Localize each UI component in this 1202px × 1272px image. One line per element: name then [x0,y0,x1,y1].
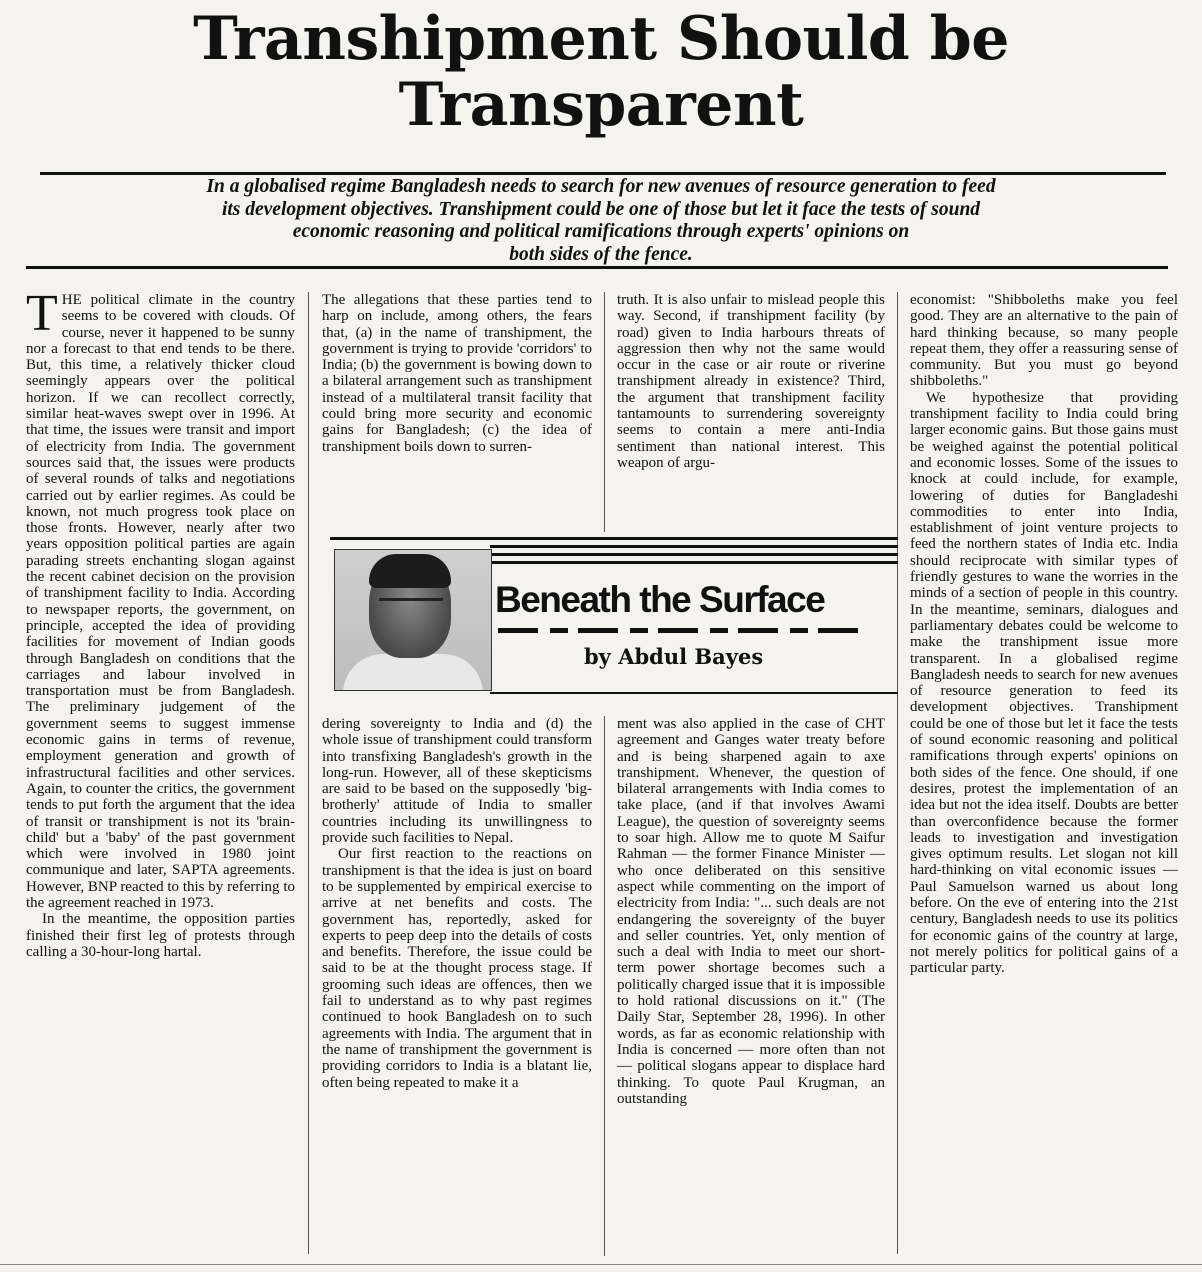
photo-glasses [379,598,443,615]
photo-shirt [343,654,483,691]
article-column-4 [910,292,1178,1254]
author-photo [334,549,492,691]
column-title: Beneath the Surface [495,579,825,620]
paragraph: economist: "Shibboleths make you feel good. They are an alternative to the pain of hard thinking because, so many people repeat them, they offer a reassuring sense of community. But you must go beyond shibboleths." [910,292,1178,390]
box-rule [490,553,898,556]
headline [0,6,1202,138]
column-divider [604,292,605,532]
paragraph: We hypothesize that providing transhipment facility to India could bring larger economic gains. But those gains must be weighed against the potential political and economic losses. Some of the issues to knock at could include, for example, lowering of duties for Bangladeshi commodities to enter into India, establishment of joint venture projects to feed the northern states of India etc. India should reciprocate with similar types of friendly gestures to wane the worries in the minds of a section of people in this country. In the meantime, seminars, dialogues and parliamentary debates could be welcome to make the transhipment issue more transparent. In a globalised regime Bangladesh needs to search for new avenues of resource generation to feed its development objectives. Transhipment could be one of those but let it face the tests of sound economic reasoning and political ramifications through experts' opinions on both sides of the fence. One should, if one desires, protest the implementation of an idea but not the idea itself. Doubts are better than overconfidence because the former leads to investigation and investigation gives optimum results. Let slogan not kill hard-thinking on vital economic issues — Paul Samuelson warned us about long before. On the eve of entering into the 21st century, Bangladesh needs to use its politics for economic gains of the country at large, not merely politics for political gains of a particular party. [910,389,1178,977]
headline-line-2: Transparent [398,70,804,140]
paragraph: In the meantime, the opposition parties finished their first leg of protests through calling a 30-hour-long hartal. [26,911,295,960]
column-divider [897,292,898,1254]
paragraph [26,292,295,911]
drop-cap: T [26,292,58,342]
box-rule [490,561,898,564]
paragraph-text: HE political climate in the country seems to be covered with clouds. Of course, never it happened to be sunny nor a forecast to that end tends to be there. But, this time, a relatively thicker cloud seemingly appears over the political horizon. If we can recollect correctly, similar heat-waves swept over in 1996. At that time, the issues were transit and import of electricity from India. The government sources said that, the issues were products of several rounds of talks and negotiations carried out by earlier regimes. As could be known, not much progress took place on those fronts. However, nearly after two years opposition political parties are again parading streets enchanting slogan against the recent cabinet decision on the provision of transhipment facility to India. According to newspaper reports, the government, on principle, accepted the idea of providing facilities for movement of Indian goods through Bangladesh on conditions that the carriages and labour involved in transportation must be from Bangladesh. The preliminary judgement of the government seems to suggest immense economic gains in terms of revenue, employment generation and growth of infrastructural facilities and other services. Again, to counter the critics, the government tends to put forth the argument that the idea of transit or transhipment is not its 'brain-child' but a 'baby' of the past government which were involved in 1980 joint communique and later, SAPTA agreements. However, BNP reacted to this by referring to the agreement reached in 1973. [26,292,295,911]
standfirst-line-2: its development objectives. Transhipment could be one of those but let it face the tests of sound [221,198,981,220]
article-column-1 [26,292,295,1254]
column-divider [604,716,605,1256]
paragraph: Our first reaction to the reactions on transhipment is that the idea is just on board to be supplemented by empirical exercise to arrive at net benefits and costs. The government has, reportedly, asked for experts to peep deep into the details of costs and benefits. Therefore, the issue could be said to be at the thought process stage. If grooming such ideas are offences, then we fail to understand as to why past regimes continued to hook Bangladesh on to such agreements with India. The argument that in the name of transhipment the government is providing corridors to India is a blatant lie, often being repeated to make it a [322,846,592,1091]
article-column-3-top [617,292,885,532]
standfirst-line-4: both sides of the fence. [509,243,693,265]
headline-line-1: Transhipment Should be [193,4,1009,74]
standfirst [40,176,1162,266]
standfirst-line-1: In a globalised regime Bangladesh needs to search for new avenues of resource generation to feed [206,176,996,197]
paragraph: truth. It is also unfair to mislead people this way. Second, if transhipment facility (by road) given to India harbours threats of aggression then why not the same would occur in the case or air route or riverine transhipment already in existence? Third, the argument that transhipment facility tantamounts to surrendering sovereignty seems to contain a mere anti-India sentiment than national interest. This weapon of argu- [617,292,885,471]
standfirst-bottom-rule [26,266,1168,269]
standfirst-top-rule [40,172,1166,175]
page-bottom-rule [0,1264,1202,1265]
paragraph: The allegations that these parties tend to harp on include, among others, the fears that, (a) in the name of transhipment, the government is trying to provide 'corridors' to India; (b) the government is bowing down to a bilateral arrangement such as transhipment instead of a multilateral transit facility that could bring more security and economic gains for Bangladesh; (c) the idea of transhipment boils down to surren- [322,292,592,455]
byline: by Abdul Bayes [584,644,764,669]
article-column-2-top [322,292,592,532]
paragraph: dering sovereignty to India and (d) the whole issue of transhipment could transform into transfixing Bangladesh's growth in the long-run. However, all of these skepticisms are said to be based on the supposedly 'big-brotherly' attitude of India to smaller countries including its unwillingness to provide such facilities to Nepal. [322,716,592,847]
article-column-3-bottom [617,716,885,1256]
standfirst-line-3: economic reasoning and political ramifications through experts' opinions on [292,221,910,242]
column-divider [308,292,309,1254]
box-rule [490,692,898,694]
article-column-2-bottom [322,716,592,1256]
paragraph: ment was also applied in the case of CHT agreement and Ganges water treaty before and is being sharpened again to axe transhipment. Whenever, the question of bilateral arrangements with India comes to take place, (and if that involves Awami League), the question of sovereignty seems to soar high. Allow me to quote M Saifur Rahman — the former Finance Minister — who once deliberated on this sensitive aspect while commenting on the import of electricity from India: "... such deals are not endangering the sovereignty of the buyer and seller countries. Yet, only mention of such a deal with India to meet our short-term power shortage becomes such a politically charged issue that it is impossible to hold rational discussions on it." (The Daily Star, September 28, 1996). In other words, as far as economic relationship with India is concerned — more often than not — political slogans appear to displace hard thinking. To quote Paul Krugman, an outstanding [617,716,885,1107]
photo-hair [369,554,451,588]
decorative-dash-rule [498,628,866,633]
box-rule [490,545,898,548]
box-rule [330,537,898,540]
